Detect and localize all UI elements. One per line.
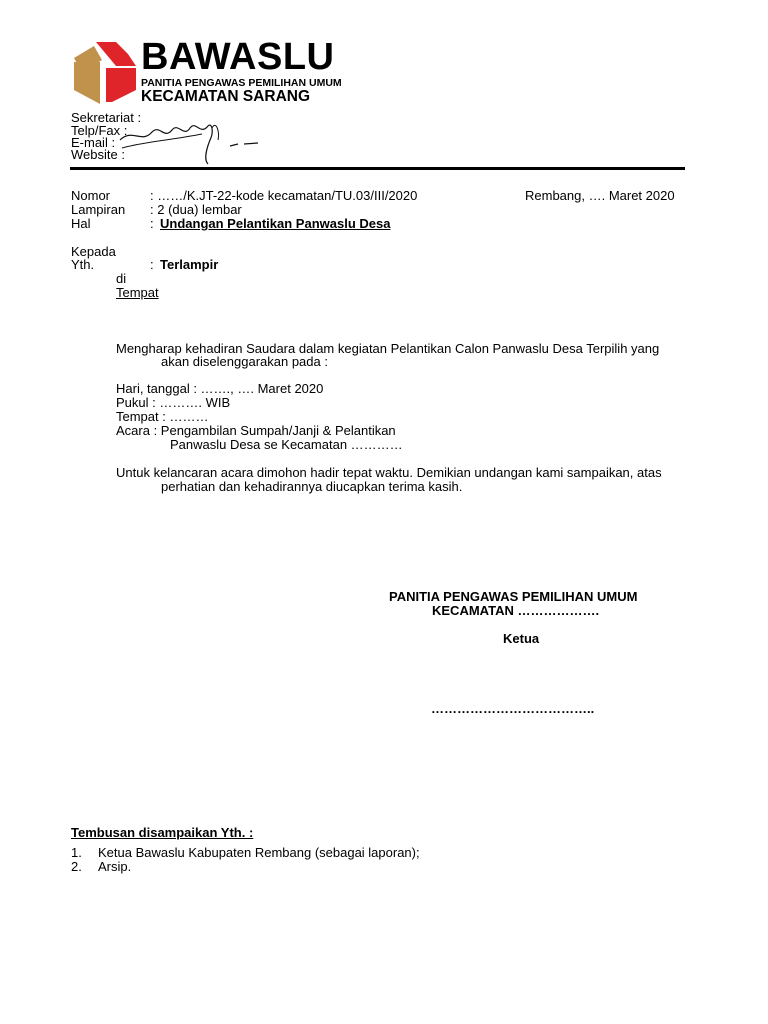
- kepada-label: Kepada: [71, 244, 116, 259]
- brand-name: BAWASLU: [141, 36, 335, 78]
- place-date: Rembang, …. Maret 2020: [525, 188, 675, 203]
- signature-org-line-2: KECAMATAN ……………….: [432, 603, 600, 618]
- hal-value: Undangan Pelantikan Panwaslu Desa: [160, 216, 391, 231]
- lampiran-value: : 2 (dua) lembar: [150, 202, 242, 217]
- brand-district: KECAMATAN SARANG: [141, 88, 311, 105]
- yth-value: Terlampir: [160, 257, 219, 272]
- signature-role: Ketua: [503, 631, 540, 646]
- signature-name: ………………………………..: [431, 701, 595, 716]
- event-time: Pukul : ………. WIB: [116, 395, 231, 410]
- paragraph-1-line-2: akan diselenggarakan pada :: [161, 354, 328, 369]
- event-agenda-line-1: Acara : Pengambilan Sumpah/Janji & Pelantikan: [116, 423, 396, 438]
- lampiran-label: Lampiran: [71, 202, 126, 217]
- contact-line: Telp/Fax :: [71, 123, 128, 138]
- bawaslu-logo: [72, 40, 138, 106]
- cc-item-number: 1.: [71, 845, 82, 860]
- brand-subtitle: PANITIA PENGAWAS PEMILIHAN UMUM: [141, 77, 342, 89]
- nomor-label: Nomor: [71, 188, 111, 203]
- event-place: Tempat : ………: [116, 409, 209, 424]
- paragraph-2-line-1: Untuk kelancaran acara dimohon hadir tepat waktu. Demikian undangan kami sampaikan, atas: [116, 465, 662, 480]
- event-date: Hari, tanggal : ……., …. Maret 2020: [116, 381, 324, 396]
- yth-label: Yth.: [71, 257, 95, 272]
- nomor-value: : ……/K.JT-22-kode kecamatan/TU.03/III/2020: [150, 188, 418, 203]
- handwritten-signature: [112, 110, 267, 170]
- cc-item-text: Ketua Bawaslu Kabupaten Rembang (sebagai laporan);: [98, 845, 420, 860]
- yth-colon: :: [150, 257, 154, 272]
- cc-item-text: Arsip.: [98, 859, 132, 874]
- header-divider: [70, 167, 685, 170]
- signature-org-line-1: PANITIA PENGAWAS PEMILIHAN UMUM: [389, 589, 638, 604]
- hal-colon: :: [150, 216, 154, 231]
- cc-item-number: 2.: [71, 859, 82, 874]
- paragraph-2-line-2: perhatian dan kehadirannya diucapkan terima kasih.: [161, 479, 463, 494]
- di-label: di: [116, 271, 127, 286]
- contact-line: Sekretariat :: [71, 110, 142, 125]
- cc-title: Tembusan disampaikan Yth. :: [71, 825, 254, 840]
- tempat-label: Tempat: [116, 285, 159, 300]
- contact-line: Website :: [71, 147, 125, 162]
- event-agenda-line-2: Panwaslu Desa se Kecamatan …………: [170, 437, 403, 452]
- hal-label: Hal: [71, 216, 91, 231]
- contact-line: E-mail :: [71, 135, 116, 150]
- paragraph-1-line-1: Mengharap kehadiran Saudara dalam kegiatan Pelantikan Calon Panwaslu Desa Terpilih yang: [116, 341, 660, 356]
